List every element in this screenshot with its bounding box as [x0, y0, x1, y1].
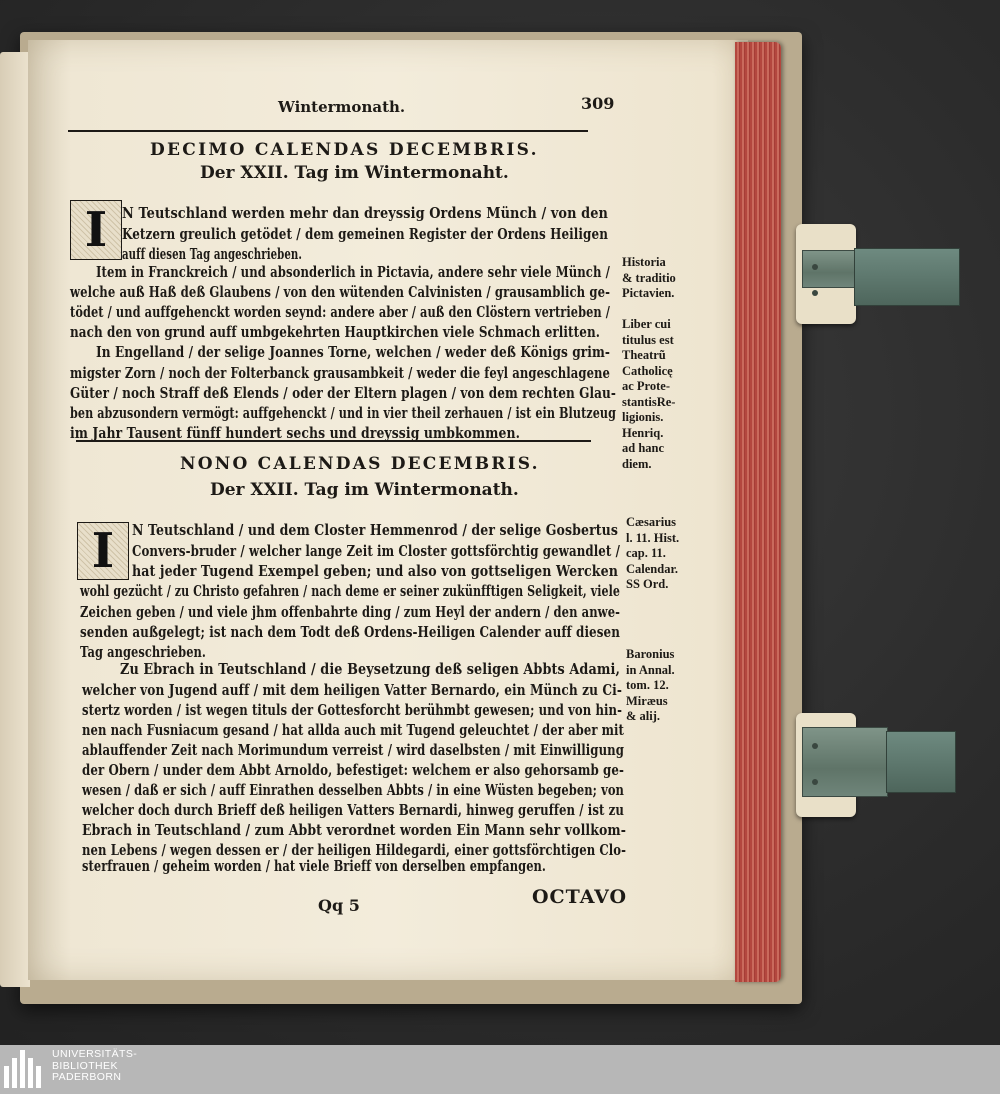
- section1-line: ben abzusondern vermögt: auffgehenckt / und in vier theil zerhauen / ist ein Blutzeug: [70, 405, 616, 422]
- margin-note: ac Prote-: [622, 379, 671, 393]
- section2-subheading: Der XXII. Tag im Wintermonath.: [210, 480, 519, 500]
- middle-rule: [76, 440, 591, 442]
- section1-line: In Engelland / der selige Joannes Torne, welchen / weder deß Königs grim-: [96, 344, 610, 361]
- section1-line: Güter / noch Straff deß Elends / oder der Eltern plagen / von dem rechten Glau-: [70, 385, 616, 402]
- margin-note: SS Ord.: [626, 577, 669, 591]
- margin-note: & traditio: [622, 270, 676, 285]
- margin-note: Calendar.: [626, 561, 678, 576]
- logo-line-1: UNIVERSITÄTS-: [52, 1048, 138, 1060]
- catchword: OCTAVO: [532, 886, 628, 908]
- section1-line: nach den von grund auff umbgekehrten Hauptkirchen viele Schmach erlitten.: [70, 324, 600, 341]
- section1-heading: DECIMO CALENDAS DECEMBRIS.: [150, 140, 539, 160]
- margin-note: Cæsarius: [626, 515, 677, 529]
- section2-line: nen Lebens / wegen dessen er / der heiligen Hildegardi, einer gottsförchtigen Clo-: [82, 842, 626, 859]
- margin-note: Theatrũ: [622, 348, 666, 362]
- logo-line-3: PADERBORN: [52, 1071, 122, 1083]
- section1-line: Item in Franckreich / und absonderlich in Pictavia, andere sehr viele Münch /: [96, 264, 610, 281]
- section1-subheading: Der XXII. Tag im Wintermonaht.: [200, 163, 509, 183]
- margin-note: titulus est: [622, 332, 674, 347]
- section1-line: auff diesen Tag angeschrieben.: [122, 246, 302, 263]
- section1-line: N Teutschland werden mehr dan dreyssig Ordens Münch / von den: [122, 205, 608, 222]
- margin-note: l. 11. Hist.: [626, 530, 680, 545]
- section2-heading: NONO CALENDAS DECEMBRIS.: [180, 454, 540, 474]
- library-banner: [0, 1045, 1000, 1094]
- section2-line: der Obern / under dem Abbt Arnoldo, befestiget: welchem er also gehorsamb ge-: [82, 762, 624, 779]
- library-logo-icon: [4, 1050, 44, 1088]
- section2-line: Convers-bruder / welcher lange Zeit im Closter gottsförchtig gewandlet /: [132, 543, 620, 560]
- section1-initial: I: [70, 200, 122, 260]
- margin-note: stantisRe-: [622, 394, 676, 409]
- margin-note: Baronius: [626, 647, 675, 661]
- section2-line: welcher doch durch Brieff deß heiligen Vatters Bernardi, hinweg geruffen / ist zu: [82, 802, 624, 819]
- section1-line: Ketzern greulich getödet / dem gemeinen Register der Ordens Heiligen: [122, 226, 608, 243]
- margin-note: ligionis.: [622, 410, 664, 424]
- section1-line: im Jahr Tausent fünff hundert sechs und dreyssig umbkommen.: [70, 425, 520, 442]
- logo-line-2: BIBLIOTHEK: [52, 1059, 118, 1072]
- section2-line: stertz worden / ist wegen tituls der Gottesforcht berühmbt gewesen; und von hin-: [82, 702, 622, 719]
- section2-line: welcher von Jugend auff / mit dem heiligen Vatter Bernardo, ein Münch zu Ci-: [82, 682, 622, 699]
- signature-mark: Qq 5: [318, 896, 360, 915]
- section2-initial: I: [77, 522, 129, 580]
- section2-line: Ebrach in Teutschland / zum Abbt verordnet worden Ein Mann sehr vollkom-: [82, 822, 626, 839]
- margin-note: tom. 12.: [626, 678, 669, 692]
- section2-line: wesen / daß er sich / auff Einrathen desselben Abbts / in eine Wüsten begeben; von: [82, 782, 624, 799]
- page-edges: [735, 42, 781, 982]
- section2-line: Zeichen geben / und viele jhm offenbahrte ding / zum Heyl der andern / den anwe-: [80, 604, 620, 621]
- section2-line: Tag angeschrieben.: [80, 644, 206, 661]
- top-rule: [68, 130, 588, 132]
- section2-line: sterfrauen / geheim worden / hat viele Brieff von derselben empfangen.: [82, 858, 546, 875]
- margin-note: in Annal.: [626, 662, 675, 677]
- running-head-title: Wintermonath.: [278, 98, 406, 116]
- margin-note: Catholicę: [622, 363, 673, 378]
- section1-line: tödet / und auffgehenckt worden seynd: andere aber / auß den Clöstern vertrieben /: [70, 304, 610, 321]
- section2-line: ablauffender Zeit nach Morimundum verreist / wird daselbsten / mit Einwilligung: [82, 742, 624, 759]
- margin-note: Liber cui: [622, 317, 671, 331]
- section1-line: migster Zorn / noch der Folterbanck grausambkeit / weder die feyl angeschlagene: [70, 365, 610, 382]
- section2-line: Zu Ebrach in Teutschland / die Beysetzung deß seligen Abbts Adami,: [120, 661, 620, 678]
- margin-note: Henriq.: [622, 425, 664, 440]
- section2-line: senden außgelegt; ist nach dem Todt deß Ordens-Heiligen Calender auff diesen: [80, 624, 620, 641]
- library-logo-text: [52, 1049, 137, 1084]
- margin-note: cap. 11.: [626, 546, 666, 560]
- margin-note: ad hanc: [622, 441, 665, 455]
- margin-note: Miræus: [626, 693, 668, 708]
- margin-note: Historia: [622, 255, 666, 269]
- section2-line: N Teutschland / und dem Closter Hemmenrod / der selige Gosbertus: [132, 522, 618, 539]
- section1-line: welche auß Haß deß Glaubens / von den wütenden Calvinisten / grausamblich ge-: [70, 284, 610, 301]
- margin-note: diem.: [622, 456, 652, 471]
- section2-line: nen nach Fusniacum gesand / hat allda auch mit Tugend geleuchtet / der aber mit: [82, 722, 624, 739]
- page-number: 309: [581, 94, 615, 113]
- margin-note: & alij.: [626, 709, 661, 723]
- margin-note: Pictavien.: [622, 286, 675, 300]
- left-page-edge: [0, 52, 30, 987]
- section2-line: hat jeder Tugend Exempel geben; und also von gottseligen Wercken: [132, 563, 618, 580]
- section2-line: wohl gezücht / zu Christo gefahren / nach deme er seiner zukünfftigen Seligkeit, viele: [80, 583, 620, 600]
